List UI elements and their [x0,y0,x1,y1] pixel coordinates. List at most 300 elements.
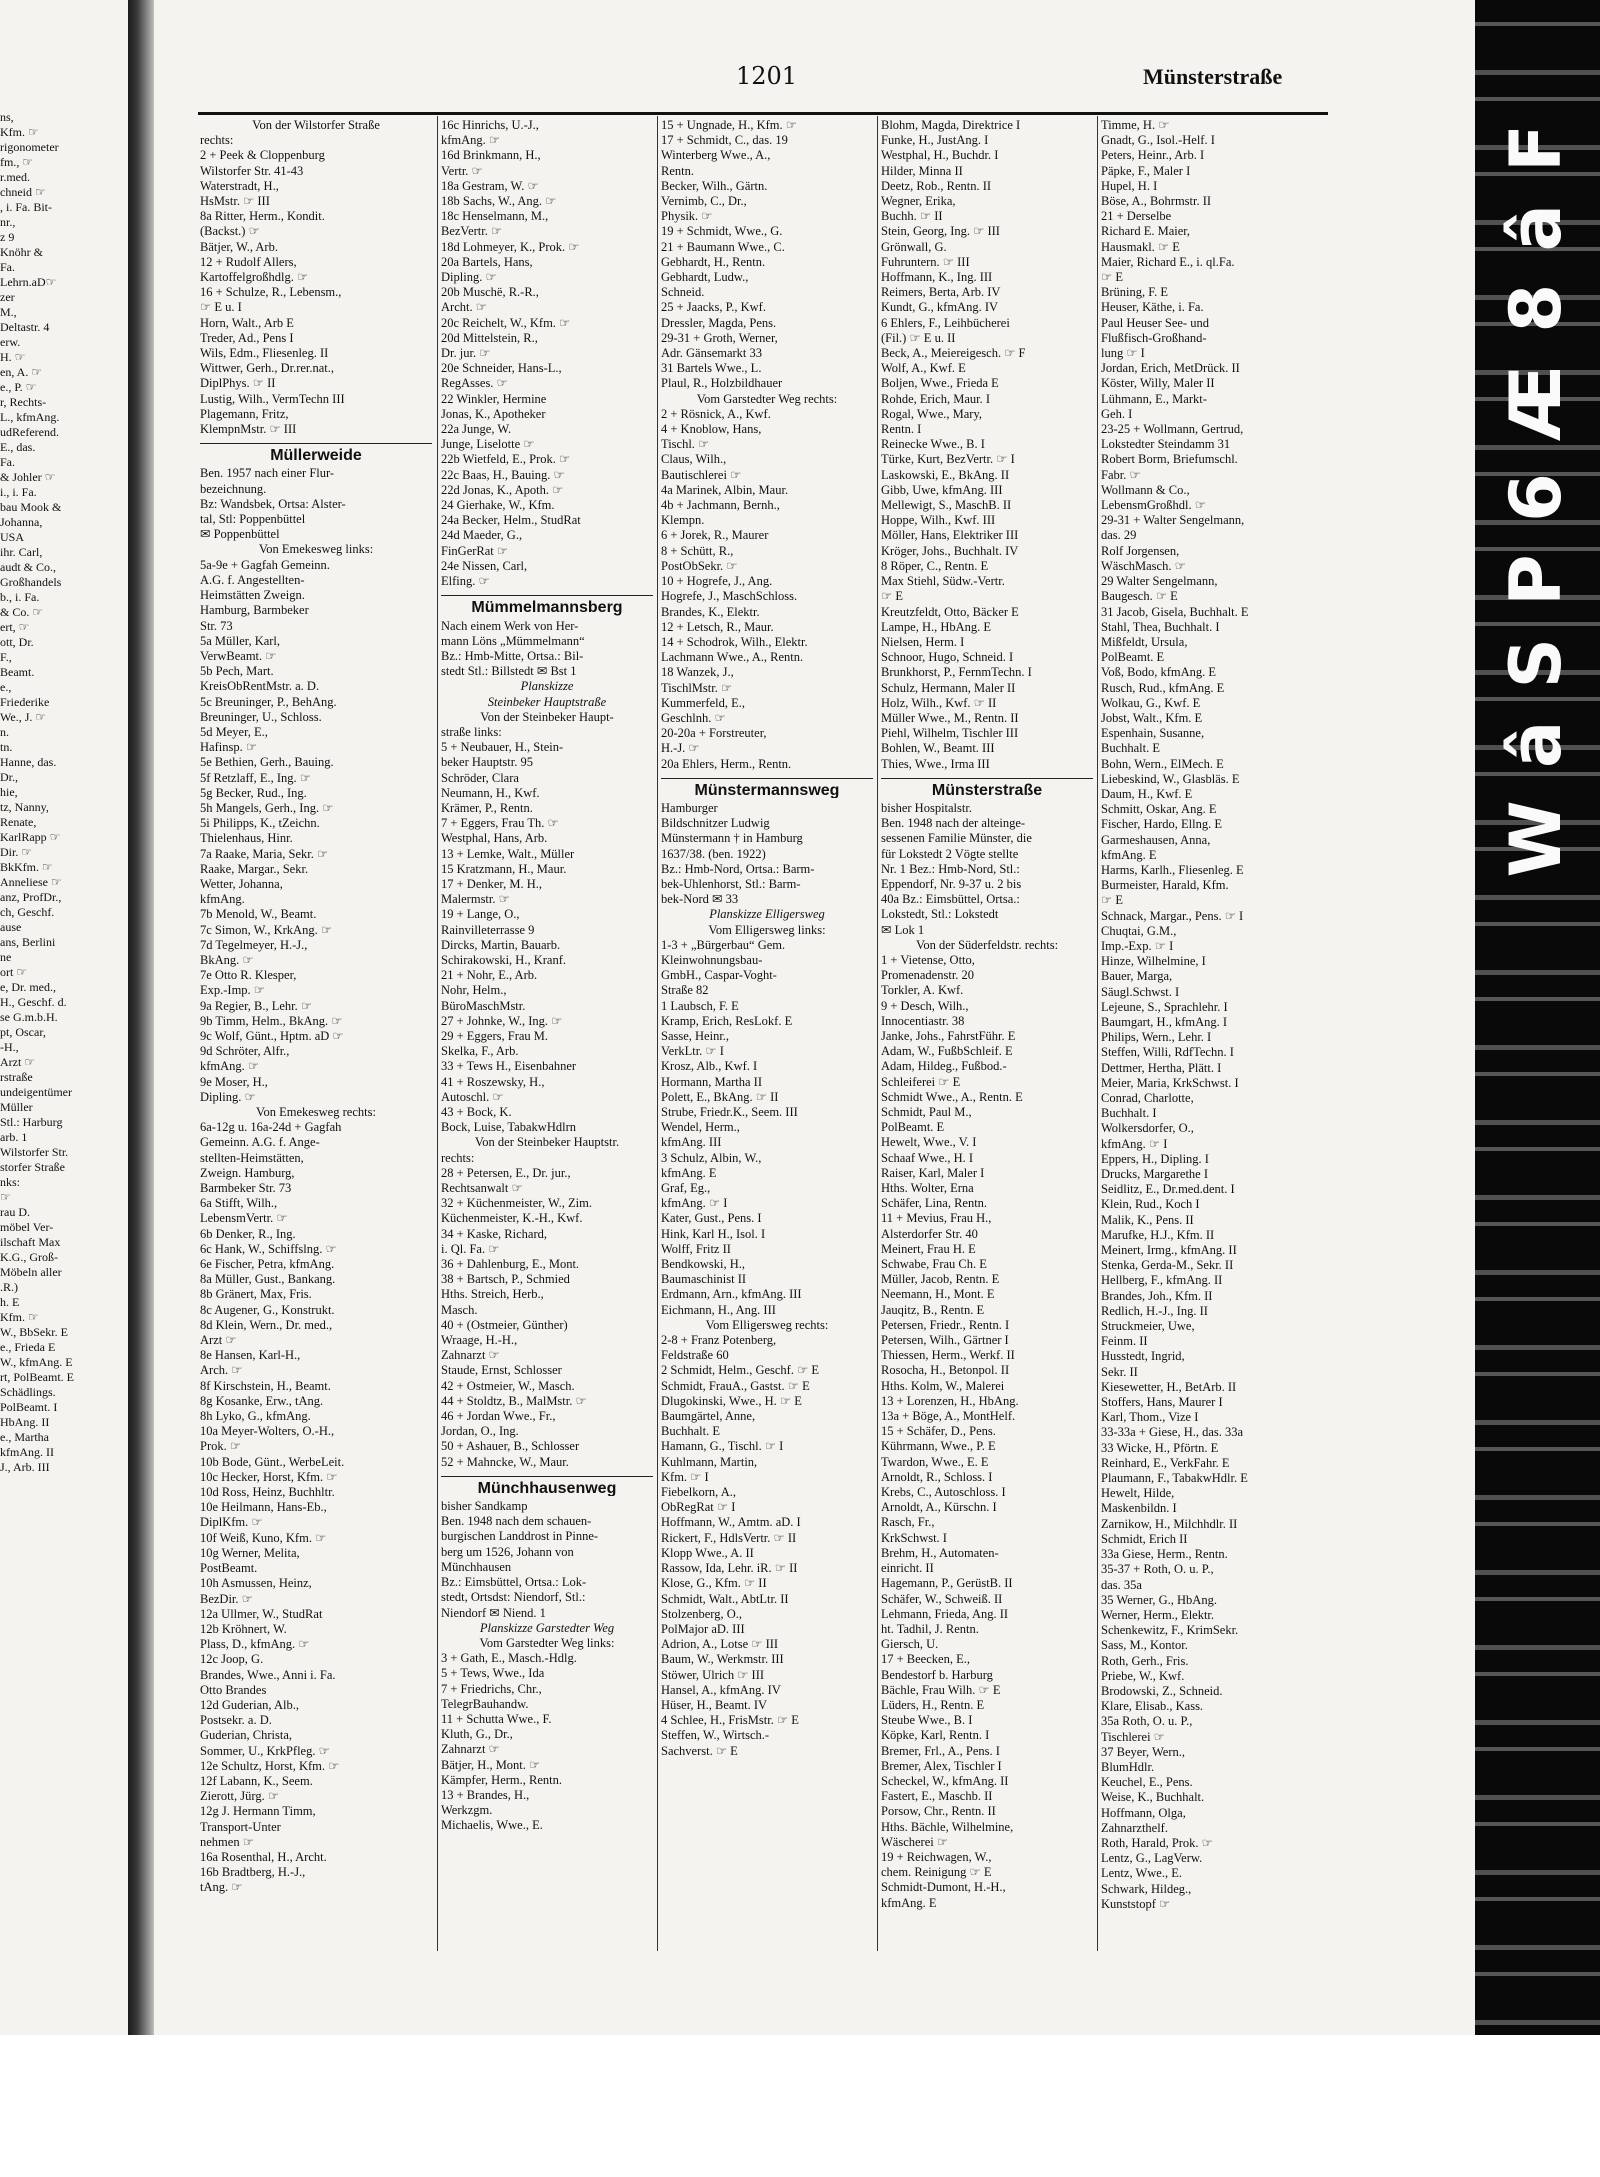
directory-entry: Straße 82 [661,983,709,998]
directory-entry: Rechtsanwalt ☞ [441,1181,523,1196]
directory-entry: Hagemann, P., GerüstB. II [881,1576,1013,1591]
left-page-fragment: chneid ☞ [0,185,46,199]
directory-entry: TischlMstr. ☞ [661,680,733,695]
left-page-fragment: r.med. [0,170,30,184]
directory-entry: Hamann, G., Tischl. ☞ I [661,1439,784,1454]
directory-entry: kfmAng. ☞ I [1101,1136,1168,1151]
left-page-fragment: & Co. ☞ [0,605,44,619]
directory-entry: Jauqitz, B., Rentn. E [881,1302,985,1317]
left-page-fragment: e., Frieda E [0,1340,56,1354]
directory-entry: kfmAng. ☞ [200,1059,260,1074]
left-page-fragment: nks: [0,1175,21,1189]
directory-entry: Espenhain, Susanne, [1101,726,1205,741]
directory-entry: 16 + Schulze, R., Lebensm., [200,285,342,300]
directory-entry: DiplPhys. ☞ II [200,376,276,391]
directory-entry: sessenen Familie Münster, die [881,831,1032,846]
left-page-fragment: b., i. Fa. [0,590,40,604]
left-page-fragment: KarlRapp ☞ [0,830,61,844]
directory-entry: Max Stiehl, Südw.-Vertr. [881,574,1005,589]
directory-entry: Meinert, Irmg., kfmAng. II [1101,1243,1237,1258]
directory-entry: Physik. ☞ [661,209,713,224]
directory-entry: 4 Schlee, H., FrisMstr. ☞ E [661,1713,799,1728]
directory-entry: Fischer, Hardo, Ellng. E [1101,817,1223,832]
directory-entry: RegAsses. ☞ [441,376,508,391]
left-page-fragment: Großhandels [0,575,62,589]
directory-entry: Funke, H., JustAng. I [881,133,989,148]
directory-entry: Bz.: Hmb-Nord, Ortsa.: Barm- [661,861,815,876]
directory-entry: beker Hauptstr. 95 [441,755,533,770]
header-rule [198,112,1328,115]
directory-entry: Münchhausen [441,1559,512,1574]
directory-entry: Nr. 1 Bez.: Hmb-Nord, Stl.: [881,861,1020,876]
directory-entry: 4b + Jachmann, Bernh., [661,498,780,513]
directory-entry: BlumHdlr. [1101,1759,1155,1774]
left-page-fragment: e., P. ☞ [0,380,37,394]
directory-entry: Kluth, G., Dr., [441,1727,513,1742]
directory-entry: Kunststopf ☞ [1101,1896,1171,1911]
left-page-fragment: rigonometer [0,140,59,154]
directory-entry: Päpke, F., Maler I [1101,163,1191,178]
directory-entry: H.-J. ☞ [661,741,700,756]
directory-entry: Lachmann Wwe., A., Rentn. [661,650,804,665]
directory-entry: KreisObRentMstr. a. D. [200,679,320,694]
left-page-fragment: audt & Co., [0,560,56,574]
directory-entry: Blohm, Magda, Direktrice I [881,118,1021,132]
directory-entry: 20e Schneider, Hans-L., [441,361,562,376]
directory-entry: 1637/38. (ben. 1922) [661,846,766,861]
directory-entry: Stöwer, Ulrich ☞ III [661,1667,765,1682]
directory-entry: Schneid. [661,285,705,300]
directory-entry: Wils, Edm., Fliesenleg. II [200,346,329,361]
directory-entry: 8e Hansen, Karl-H., [200,1348,301,1363]
directory-entry: Westphal, Hans, Arb. [441,831,548,846]
directory-entry: Hths. Streich, Herb., [441,1287,544,1302]
directory-entry: ☞ E [1101,893,1123,908]
directory-entry: Schirakowski, H., Kranf. [441,952,566,967]
directory-entry: Brandes, Joh., Kfm. II [1101,1288,1213,1303]
directory-entry: 11 + Mevius, Frau H., [881,1211,992,1226]
left-page-fragment: ilschaft Max [0,1235,61,1249]
directory-entry: Arch. ☞ [200,1363,243,1378]
directory-entry: Wolf, A., Kwf. E [881,361,966,376]
directory-entry: mann Löns „Mümmelmann“ [441,633,585,648]
directory-entry: Hths. Bächle, Wilhelmine, [881,1819,1014,1834]
directory-entry: Sommer, U., KrkPfleg. ☞ [200,1743,330,1758]
directory-entry: Baum, W., Werkmstr. III [661,1652,784,1667]
directory-entry: Vernimb, C., Dr., [661,194,747,209]
directory-entry: ☞ E u. I [200,300,242,315]
directory-entry: stedt, Ortsdst: Niendorf, Stl.: [441,1590,586,1605]
directory-entry: Conrad, Charlotte, [1101,1091,1194,1105]
directory-entry: lung ☞ I [1101,346,1145,361]
directory-entry: Planskizze [520,679,574,694]
directory-entry: 5 + Tews, Wwe., Ida [441,1666,545,1681]
left-page-fragment: Kfm. ☞ [0,1310,39,1324]
column-rule [1097,116,1098,1951]
directory-entry: Daum, H., Kwf. E [1101,786,1193,801]
directory-entry: 17 + Schmidt, C., das. 19 [661,133,788,148]
directory-entry: 32 + Küchenmeister, W., Zim. [441,1196,592,1211]
directory-entry: 20d Mittelstein, R., [441,330,538,345]
directory-entry: Klare, Elisab., Kass. [1101,1699,1204,1714]
left-page-fragment: storfer Straße [0,1160,65,1174]
directory-entry: (Fil.) ☞ E u. II [881,330,956,345]
directory-entry: 7d Tegelmeyer, H.-J., [200,937,308,952]
directory-entry: 12e Schultz, Horst, Kfm. ☞ [200,1758,340,1773]
directory-entry: Von der Wilstorfer Straße [252,118,380,132]
directory-entry: 20c Reichelt, W., Kfm. ☞ [441,315,571,330]
left-page-fragment: USA [0,530,25,544]
directory-entry: Thies, Wwe., Irma III [881,756,990,771]
directory-entry: Bendkowski, H., [661,1257,746,1272]
directory-entry: chem. Reinigung ☞ E [881,1865,992,1880]
directory-entry: Buchhalt. E [661,1424,721,1439]
directory-entry: Wollmann & Co., [1101,482,1190,497]
directory-entry: 21 + Derselbe [1101,209,1172,224]
directory-entry: Brüning, F. E [1101,285,1169,300]
directory-entry: Brunkhorst, P., FernmTechn. I [881,665,1032,680]
directory-entry: Brandes, K., Elektr. [661,604,760,619]
directory-entry: 29-31 + Walter Sengelmann, [1101,513,1245,528]
directory-entry: 20a Bartels, Hans, [441,254,533,269]
directory-entry: Garmeshausen, Anna, [1101,832,1211,847]
left-page-fragment: e, Dr. med., [0,980,56,994]
directory-entry: 5g Becker, Rud., Ing. [200,785,307,800]
directory-entry: Wraage, H.-H., [441,1333,518,1348]
directory-entry: Ben. 1948 nach der alteinge- [881,816,1026,831]
directory-entry: 2 + Rösnick, A., Kwf. [661,406,771,421]
directory-entry: Rassow, Ida, Lehr. iR. ☞ II [661,1561,798,1576]
directory-entry: nehmen ☞ [200,1834,254,1849]
directory-entry: 2-8 + Franz Potenberg, [661,1333,777,1348]
directory-entry: Klose, G., Kfm. ☞ II [661,1576,767,1591]
directory-entry: BkAng. ☞ [200,952,254,967]
directory-entry: Lühmann, E., Markt- [1101,391,1207,406]
left-page-fragment: Fa. [0,455,15,469]
directory-entry: Torkler, A. Kwf. [881,983,964,998]
directory-entry: kfmAng. ☞ I [661,1196,728,1211]
directory-entry: 40 + (Ostmeier, Günther) [441,1317,568,1332]
directory-entry: Robert Borm, Briefumschl. [1101,452,1238,467]
directory-entry: Arzt ☞ [200,1333,237,1348]
directory-entry: Steffen, W., Wirtsch.- [661,1728,770,1743]
directory-entry: Schmidt-Dumont, H.-H., [881,1880,1006,1895]
directory-entry: 22d Jonas, K., Apoth. ☞ [441,482,564,497]
directory-entry: Roth, Harald, Prok. ☞ [1101,1835,1213,1850]
directory-entry: PostObSekr. ☞ [661,558,738,573]
directory-entry: Wolff, Fritz II [661,1241,731,1256]
directory-entry: bisher Sandkamp [441,1499,528,1514]
left-page-fragment: Lehrn.aD☞ [0,275,57,289]
directory-entry: Buchhalt. E [1101,741,1161,756]
directory-entry: Kämpfer, Herm., Rentn. [441,1772,562,1787]
left-page-fragment: se G.m.b.H. [0,1010,58,1024]
directory-entry: Kröger, Johs., Buchhalt. IV [881,543,1019,558]
column-rule [437,116,438,1951]
directory-entry: 19 + Lange, O., [441,907,520,922]
directory-entry: Meier, Maria, KrkSchwst. I [1101,1075,1239,1090]
directory-entry: Mißfeldt, Ursula, [1101,634,1188,649]
directory-entry: 38 + Bartsch, P., Schmied [441,1272,570,1287]
directory-entry: 34 + Kaske, Richard, [441,1226,547,1241]
directory-entry: Voß, Bodo, kfmAng. E [1101,665,1217,680]
directory-entry: Dr. jur. ☞ [441,346,491,361]
left-page-fragment: H. ☞ [0,350,26,364]
directory-entry: Eppendorf, Nr. 9-37 u. 2 bis [881,876,1022,891]
directory-entry: 8 + Schütt, R., [661,543,734,558]
directory-entry: Hths. Wolter, Erna [881,1181,974,1196]
directory-entry: WäschMasch. ☞ [1101,558,1186,573]
left-page-fragment: Wilstorfer Str. [0,1145,69,1159]
directory-entry: Schwark, Hildeg., [1101,1881,1192,1896]
directory-entry: Kleinwohnungsbau- [661,952,763,967]
directory-entry: das. 35a [1101,1577,1142,1592]
directory-entry: GmbH., Caspar-Voght- [661,968,777,983]
directory-entry: 8a Ritter, Herm., Kondit. [200,209,325,224]
left-page-fragment: Stl.: Harburg [0,1115,63,1129]
directory-entry: Schnoor, Hugo, Schneid. I [881,650,1014,665]
directory-entry: Kreutzfeldt, Otto, Bäcker E [881,604,1019,619]
directory-entry: Bock, Luise, TabakwHdlrn [441,1120,576,1135]
directory-entry: Hoppe, Wilh., Kwf. III [881,513,996,528]
directory-entry: Burmeister, Harald, Kfm. [1101,878,1229,893]
directory-entry: Bz: Wandsbek, Ortsa: Alster- [200,496,346,511]
directory-entry: Zweign. Hamburg, [200,1165,295,1180]
directory-entry: Jordan, Erich, MetDrück. II [1101,361,1240,376]
directory-entry: Heuser, Käthe, i. Fa. [1101,300,1204,315]
left-page-fragment: Friederike [0,695,50,709]
directory-entry: Lentz, G., LagVerw. [1101,1851,1203,1866]
directory-entry: Kummerfeld, E., [661,695,746,710]
directory-entry: Elfing. ☞ [441,574,490,589]
left-page-fragment: Johanna, [0,515,43,529]
directory-entry: 5e Bethien, Gerh., Bauing. [200,755,334,770]
left-page-fragment: Kfm. ☞ [0,125,39,139]
directory-entry: 18d Lohmeyer, K., Prok. ☞ [441,239,580,254]
directory-entry: Hausmakl. ☞ E [1101,239,1180,254]
directory-entry: Malermstr. ☞ [441,892,510,907]
directory-entry: 11 + Schutta Wwe., F. [441,1711,552,1726]
directory-entry: das. 29 [1101,528,1137,543]
directory-entry: Seidlitz, E., Dr.med.dent. I [1101,1182,1235,1197]
directory-entry: KlempnMstr. ☞ III [200,422,297,437]
directory-entry: Paul Heuser See- und [1101,315,1209,330]
directory-entry: Michaelis, Wwe., E. [441,1818,543,1833]
directory-entry: PolBeamt. E [881,1120,945,1135]
left-page-fragment: H., Geschf. d. [0,995,67,1009]
directory-entry: 42 + Ostmeier, W., Masch. [441,1378,575,1393]
directory-entry: 5f Retzlaff, E., Ing. ☞ [200,770,311,785]
directory-entry: Planskizze Elligersweg [709,907,825,922]
directory-entry: bek-Nord ✉ 33 [661,892,739,907]
directory-entry: Gebhardt, Ludw., [661,270,749,285]
directory-entry: Roth, Gerh., Fris. [1101,1653,1189,1668]
directory-entry: Lüders, H., Rentn. E [881,1697,985,1712]
directory-entry: 16c Hinrichs, U.-J., [441,118,539,132]
directory-entry: Timme, H. ☞ [1101,118,1170,132]
running-head: Münsterstraße [1143,64,1283,89]
directory-entry: 9c Wolf, Günt., Hptm. aD ☞ [200,1028,344,1043]
directory-entry: Nohr, Helm., [441,983,507,998]
directory-entry: Dlugokinski, Wwe., H. ☞ E [661,1393,802,1408]
left-page-fragment: , i. Fa. Bit- [0,200,53,214]
directory-entry: Schmidt Wwe., A., Rentn. E [881,1089,1023,1104]
directory-entry: Bildschnitzer Ludwig [661,816,770,831]
directory-entry: ✉ Poppenbüttel [200,527,280,542]
left-page-fragment: ert, ☞ [0,620,30,634]
directory-entry: tAng. ☞ [200,1880,243,1895]
directory-entry: Bautischlerei ☞ [661,467,742,482]
directory-entry: 12 + Letsch, R., Maur. [661,619,774,634]
left-facing-page-edge [0,110,128,1940]
directory-entry: BezDir. ☞ [200,1591,253,1606]
directory-entry: Schmidt, FrauA., Gastst. ☞ E [661,1378,810,1393]
directory-entry: Stoffers, Hans, Maurer I [1101,1395,1223,1410]
directory-entry: für Lokstedt 2 Vögte stellte [881,846,1019,861]
directory-entry: kfmAng. E [661,1165,717,1180]
directory-entry: Masch. [441,1302,478,1317]
directory-entry: Hths. Kolm, W., Malerei [881,1378,1005,1393]
directory-entry: Kater, Gust., Pens. I [661,1211,762,1226]
directory-entry: Schaaf Wwe., H. I [881,1150,974,1165]
directory-entry: Claus, Wilh., [661,452,727,467]
directory-entry: Piehl, Wilhelm, Tischler III [881,726,1019,741]
directory-entry: 22 Winkler, Hermine [441,391,547,406]
left-page-fragment: PolBeamt. I [0,1400,58,1414]
directory-entry: 44 + Stoldtz, B., MalMstr. ☞ [441,1393,587,1408]
directory-entry: Peters, Heinr., Arb. I [1101,148,1205,163]
directory-entry: 9a Regier, B., Lehr. ☞ [200,998,313,1013]
directory-entry: 6 + Jorek, R., Maurer [661,528,769,543]
directory-entry: kfmAng. III [661,1135,722,1150]
directory-entry: Vertr. ☞ [441,163,483,178]
directory-entry: 5i Philipps, K., tZeichn. [200,816,320,831]
street-heading: Münchhausenweg [441,1476,653,1496]
directory-entry: Thielenhaus, Hinr. [200,831,293,846]
left-page-fragment: nr., [0,215,16,229]
left-page-fragment: e., Martha [0,1430,49,1444]
directory-entry: Tischlerei ☞ [1101,1729,1165,1744]
column-rule [877,116,878,1951]
directory-entry: 24d Maeder, G., [441,528,523,543]
directory-entry: Schröder, Clara [441,770,519,785]
left-page-fragment: Möbeln aller [0,1265,62,1279]
left-page-fragment: ans, Berlini [0,935,56,949]
directory-entry: 52 + Mahncke, W., Maur. [441,1454,569,1469]
directory-entry: BezVertr. ☞ [441,224,503,239]
directory-entry: 24e Nissen, Carl, [441,558,528,573]
directory-entry: Prok. ☞ [200,1439,242,1454]
left-page-fragment: & Johler ☞ [0,470,56,484]
directory-entry: 8b Gränert, Max, Fris. [200,1287,312,1302]
directory-entry: 2 Schmidt, Helm., Geschf. ☞ E [661,1363,820,1378]
left-page-fragment: ns, [0,110,14,124]
directory-entry: Klopp Wwe., A. II [661,1545,754,1560]
directory-entry: Winterberg Wwe., A., [661,148,771,163]
directory-entry: Kuhlmann, Martin, [661,1454,758,1469]
bottom-margin [0,2035,1600,2177]
left-page-fragment: möbel Ver- [0,1220,54,1234]
directory-entry: Fastert, E., Maschb. II [881,1789,993,1804]
directory-entry: 13 + Lemke, Walt., Müller [441,846,575,861]
directory-entry: Richard E. Maier, [1101,224,1191,239]
directory-entry: Laskowski, E., BkAng. II [881,467,1010,482]
left-page-fragment: rt, PolBeamt. E [0,1370,74,1384]
directory-entry: Hinze, Wilhelmine, I [1101,954,1206,969]
left-page-fragment: arb. 1 [0,1130,28,1144]
directory-entry: Rentn. I [881,422,922,437]
directory-entry: 15 + Ungnade, H., Kfm. ☞ [661,118,797,132]
directory-entry: 33a Giese, Herm., Rentn. [1101,1547,1228,1562]
left-page-fragment: Beamt. [0,665,35,679]
directory-entry: Gemeinn. A.G. f. Ange- [200,1135,320,1150]
directory-entry: 28 + Petersen, E., Dr. jur., [441,1165,571,1180]
directory-entry: Flußfisch-Großhand- [1101,330,1207,345]
directory-entry: Strube, Friedr.K., Seem. III [661,1105,798,1119]
directory-entry: 29-31 + Groth, Werner, [661,330,778,345]
directory-entry: Adam, W., FußbSchleif. E [881,1044,1013,1059]
directory-entry: Twardon, Wwe., E. E [881,1454,989,1469]
directory-entry: 10b Bode, Günt., WerbeLeit. [200,1454,345,1469]
left-page-fragment: tn. [0,740,13,754]
directory-entry: Hupel, H. I [1101,178,1158,193]
directory-entry: 15 + Schäfer, D., Pens. [881,1424,996,1439]
directory-entry: ☞ E [1101,270,1123,285]
directory-entry: Planskizze Garstedter Weg [479,1620,615,1635]
left-page-fragment: Renate, [0,815,37,829]
left-page-fragment: M., [0,305,17,319]
left-page-fragment: Knöhr & [0,245,43,259]
directory-entry: ObRegRat ☞ I [661,1500,736,1515]
directory-entry: berg um 1526, Johann von [441,1544,574,1559]
directory-entry: Philips, Wern., Lehr. I [1101,1030,1212,1045]
directory-entry: 12f Labann, K., Seem. [200,1773,313,1788]
directory-entry: Jonas, K., Apotheker [441,406,546,421]
directory-entry: Lokstedt, Stl.: Lokstedt [881,907,999,922]
directory-entry: Keuchel, E., Pens. [1101,1775,1193,1790]
left-page-fragment: rau D. [0,1205,30,1219]
directory-entry: Buchhalt. I [1101,1106,1157,1121]
directory-entry: stedt Stl.: Billstedt ✉ Bst 1 [441,664,577,679]
directory-entry: Waterstradt, H., [200,178,279,193]
directory-entry: Schenkewitz, F., KrimSekr. [1101,1623,1239,1638]
directory-entry: Plaumann, F., TabakwHdlr. E [1101,1471,1248,1486]
left-page-fragment: ihr. Carl, [0,545,43,559]
directory-entry: Steinbeker Hauptstraße [487,694,607,709]
directory-entry: Redlich, H.-J., Ing. II [1101,1303,1208,1318]
left-page-fragment: hie, [0,785,18,799]
directory-entry: Schwabe, Frau Ch. E [881,1257,987,1272]
directory-entry: Klempn. [661,513,705,528]
directory-entry: Deetz, Rob., Rentn. II [881,178,992,193]
directory-entry: 16a Rosenthal, H., Archt. [200,1849,327,1864]
directory-entry: Hilder, Minna II [881,163,963,178]
directory-entry: Scheckel, W., kfmAng. II [881,1773,1009,1788]
directory-entry: 35a Roth, O. u. P., [1101,1714,1193,1729]
directory-entry: Treder, Ad., Pens I [200,330,294,345]
directory-entry: Wetter, Johanna, [200,876,283,891]
directory-entry: Thiessen, Herm., Werkf. II [881,1348,1015,1363]
directory-entry: 24 Gierhake, W., Kfm. [441,498,555,513]
directory-entry: Schmidt, Erich II [1101,1531,1188,1546]
directory-entry: Husstedt, Ingrid, [1101,1349,1185,1364]
directory-entry: 13a + Böge, A., MontHelf. [881,1409,1016,1424]
directory-entry: Bätjer, H., Mont. ☞ [441,1757,541,1772]
directory-entry: Kiesewetter, H., BetArb. II [1101,1379,1237,1394]
directory-entry: Fabr. ☞ [1101,467,1141,482]
left-page-fragment: fm., ☞ [0,155,34,169]
left-page-fragment: We., J. ☞ [0,710,47,724]
